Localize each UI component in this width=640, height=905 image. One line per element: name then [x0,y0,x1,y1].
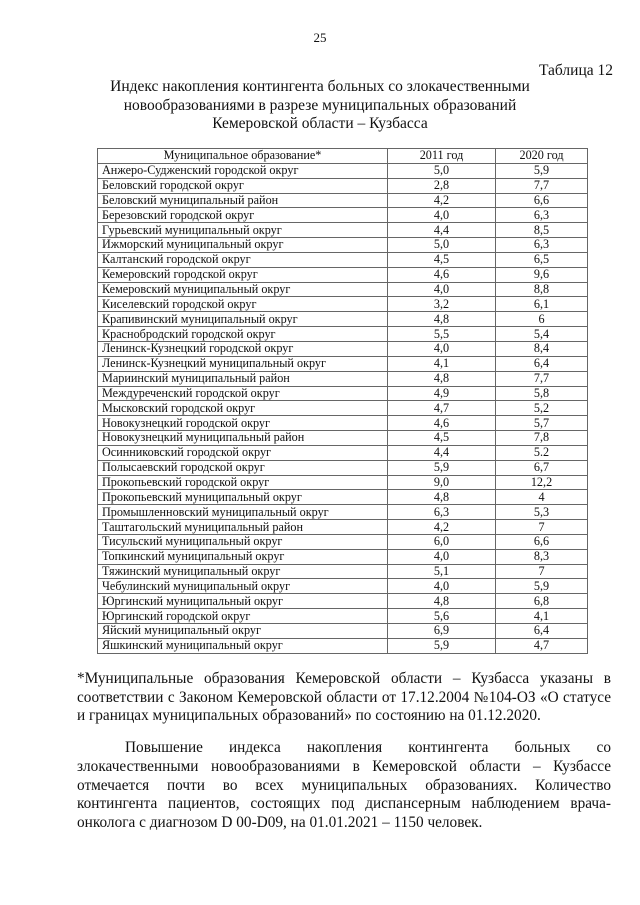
table-title [70,78,570,134]
table-row [98,564,588,579]
municipality-cell: Юргинский городской округ [98,609,388,624]
table-row [98,624,588,639]
table-row [98,356,588,371]
title-line: Кемеровской области – Кузбасса [212,115,428,132]
table-row [98,163,588,178]
table-row [98,252,588,267]
table-row [98,238,588,253]
municipality-cell: Прокопьевский городской округ [98,475,388,490]
value-2011-cell: 3,2 [388,297,496,312]
table-row [98,267,588,282]
index-table [97,148,588,654]
municipality-cell: Таштагольский муниципальный район [98,520,388,535]
municipality-cell: Тяжинский муниципальный округ [98,564,388,579]
municipality-cell: Анжеро-Судженский городской округ [98,163,388,178]
municipality-cell: Промышленновский муниципальный округ [98,505,388,520]
value-2011-cell: 4,1 [388,356,496,371]
value-2011-cell: 4,0 [388,282,496,297]
value-2020-cell: 8,8 [496,282,588,297]
table-row [98,490,588,505]
table-row [98,579,588,594]
value-2011-cell: 4,7 [388,401,496,416]
table-body [98,163,588,653]
value-2020-cell: 7 [496,564,588,579]
value-2020-cell: 5,8 [496,386,588,401]
value-2020-cell: 7 [496,520,588,535]
page-number: 25 [313,30,327,45]
table-row [98,341,588,356]
municipality-cell: Беловский муниципальный район [98,193,388,208]
value-2011-cell: 4,8 [388,594,496,609]
value-2011-cell: 6,3 [388,505,496,520]
value-2011-cell: 4,0 [388,208,496,223]
value-2020-cell: 5,9 [496,163,588,178]
value-2011-cell: 4,9 [388,386,496,401]
table-row [98,520,588,535]
municipality-cell: Мариинский муниципальный район [98,371,388,386]
value-2020-cell: 8,5 [496,223,588,238]
value-2020-cell: 4,7 [496,638,588,653]
table-row [98,445,588,460]
value-2020-cell: 12,2 [496,475,588,490]
value-2011-cell: 4,5 [388,431,496,446]
municipality-cell: Новокузнецкий муниципальный район [98,431,388,446]
municipality-cell: Тисульский муниципальный округ [98,534,388,549]
value-2020-cell: 5,9 [496,579,588,594]
municipality-cell: Юргинский муниципальный округ [98,594,388,609]
value-2020-cell: 7,8 [496,431,588,446]
value-2011-cell: 4,8 [388,312,496,327]
value-2011-cell: 5,9 [388,460,496,475]
value-2020-cell: 7,7 [496,371,588,386]
value-2020-cell: 6,7 [496,460,588,475]
value-2020-cell: 6,4 [496,624,588,639]
municipality-cell: Калтанский городской округ [98,252,388,267]
municipality-cell: Березовский городской округ [98,208,388,223]
table-row [98,312,588,327]
table-header-row [98,149,588,164]
value-2011-cell: 4,5 [388,252,496,267]
title-line: Индекс накопления контингента больных со злокачественными [110,78,530,95]
value-2011-cell: 4,4 [388,445,496,460]
table-row [98,327,588,342]
column-header-municipality: Муниципальное образование* [98,149,388,164]
value-2020-cell: 7,7 [496,178,588,193]
value-2020-cell: 5,3 [496,505,588,520]
value-2011-cell: 5,0 [388,163,496,178]
footnote: *Муниципальные образования Кемеровской области – Кузбасса указаны в соответствии с Законом Кемеровской области от 17.12.2004 №104-ОЗ «О статусе и границах муниципальных образований» по состоянию на 01.12.2020. [77,670,611,724]
table-row [98,549,588,564]
value-2020-cell: 5,7 [496,416,588,431]
value-2011-cell: 4,0 [388,341,496,356]
municipality-cell: Топкинский муниципальный округ [98,549,388,564]
municipality-cell: Ижморский муниципальный округ [98,238,388,253]
municipality-cell: Яйский муниципальный округ [98,624,388,639]
value-2011-cell: 4,2 [388,520,496,535]
municipality-cell: Крапивинский муниципальный округ [98,312,388,327]
title-line: новообразованиями в разрезе муниципальных образований [123,96,517,114]
municipality-cell: Ленинск-Кузнецкий муниципальный округ [98,356,388,371]
value-2020-cell: 5.2 [496,445,588,460]
table-row [98,401,588,416]
table-row [98,534,588,549]
value-2011-cell: 4,0 [388,579,496,594]
table-row [98,594,588,609]
value-2011-cell: 4,6 [388,267,496,282]
value-2020-cell: 4,1 [496,609,588,624]
municipality-cell: Междуреченский городской округ [98,386,388,401]
value-2020-cell: 6,1 [496,297,588,312]
value-2011-cell: 4,2 [388,193,496,208]
value-2011-cell: 6,0 [388,534,496,549]
value-2020-cell: 9,6 [496,267,588,282]
municipality-cell: Беловский городской округ [98,178,388,193]
municipality-cell: Гурьевский муниципальный округ [98,223,388,238]
table-row [98,475,588,490]
value-2011-cell: 4,8 [388,371,496,386]
value-2011-cell: 5,9 [388,638,496,653]
value-2020-cell: 8,3 [496,549,588,564]
table-row [98,282,588,297]
table-row [98,416,588,431]
column-header-2011: 2011 год [388,149,496,164]
value-2011-cell: 9,0 [388,475,496,490]
municipality-cell: Осинниковский городской округ [98,445,388,460]
municipality-cell: Мысковский городской округ [98,401,388,416]
municipality-cell: Кемеровский городской округ [98,267,388,282]
value-2011-cell: 6,9 [388,624,496,639]
value-2020-cell: 6,3 [496,208,588,223]
table-row [98,505,588,520]
value-2011-cell: 5,6 [388,609,496,624]
value-2020-cell: 4 [496,490,588,505]
municipality-cell: Чебулинский муниципальный округ [98,579,388,594]
value-2020-cell: 6,6 [496,193,588,208]
column-header-2020: 2020 год [496,149,588,164]
table-row [98,178,588,193]
table-row [98,297,588,312]
table-row [98,386,588,401]
municipality-cell: Ленинск-Кузнецкий городской округ [98,341,388,356]
municipality-cell: Кемеровский муниципальный округ [98,282,388,297]
value-2011-cell: 4,4 [388,223,496,238]
value-2020-cell: 6,4 [496,356,588,371]
value-2011-cell: 2,8 [388,178,496,193]
table-row [98,609,588,624]
table-row [98,208,588,223]
value-2011-cell: 4,8 [388,490,496,505]
table-label: Таблица 12 [538,62,613,79]
value-2020-cell: 6,5 [496,252,588,267]
value-2011-cell: 5,1 [388,564,496,579]
value-2011-cell: 5,0 [388,238,496,253]
value-2020-cell: 5,2 [496,401,588,416]
table-row [98,193,588,208]
value-2011-cell: 4,0 [388,549,496,564]
municipality-cell: Полысаевский городской округ [98,460,388,475]
municipality-cell: Новокузнецкий городской округ [98,416,388,431]
value-2011-cell: 5,5 [388,327,496,342]
municipality-cell: Яшкинский муниципальный округ [98,638,388,653]
municipality-cell: Прокопьевский муниципальный округ [98,490,388,505]
table-row [98,371,588,386]
value-2020-cell: 8,4 [496,341,588,356]
value-2020-cell: 6,6 [496,534,588,549]
municipality-cell: Краснобродский городской округ [98,327,388,342]
municipality-cell: Киселевский городской округ [98,297,388,312]
body-paragraph: Повышение индекса накопления контингента больных со злокачественными новообразованиями в Кемеровской области – Кузбассе отмечается почти во всех муниципальных образованиях. Количество контингента пациентов, состоящих под диспансерным наблюдением врача-онколога с диагнозом D 00-D09, на 01.01.2021 – 1150 человек. [77,739,611,832]
value-2020-cell: 6,8 [496,594,588,609]
value-2020-cell: 6,3 [496,238,588,253]
value-2011-cell: 4,6 [388,416,496,431]
table-row [98,431,588,446]
value-2020-cell: 5,4 [496,327,588,342]
table-row [98,638,588,653]
table-row [98,223,588,238]
value-2020-cell: 6 [496,312,588,327]
table-row [98,460,588,475]
